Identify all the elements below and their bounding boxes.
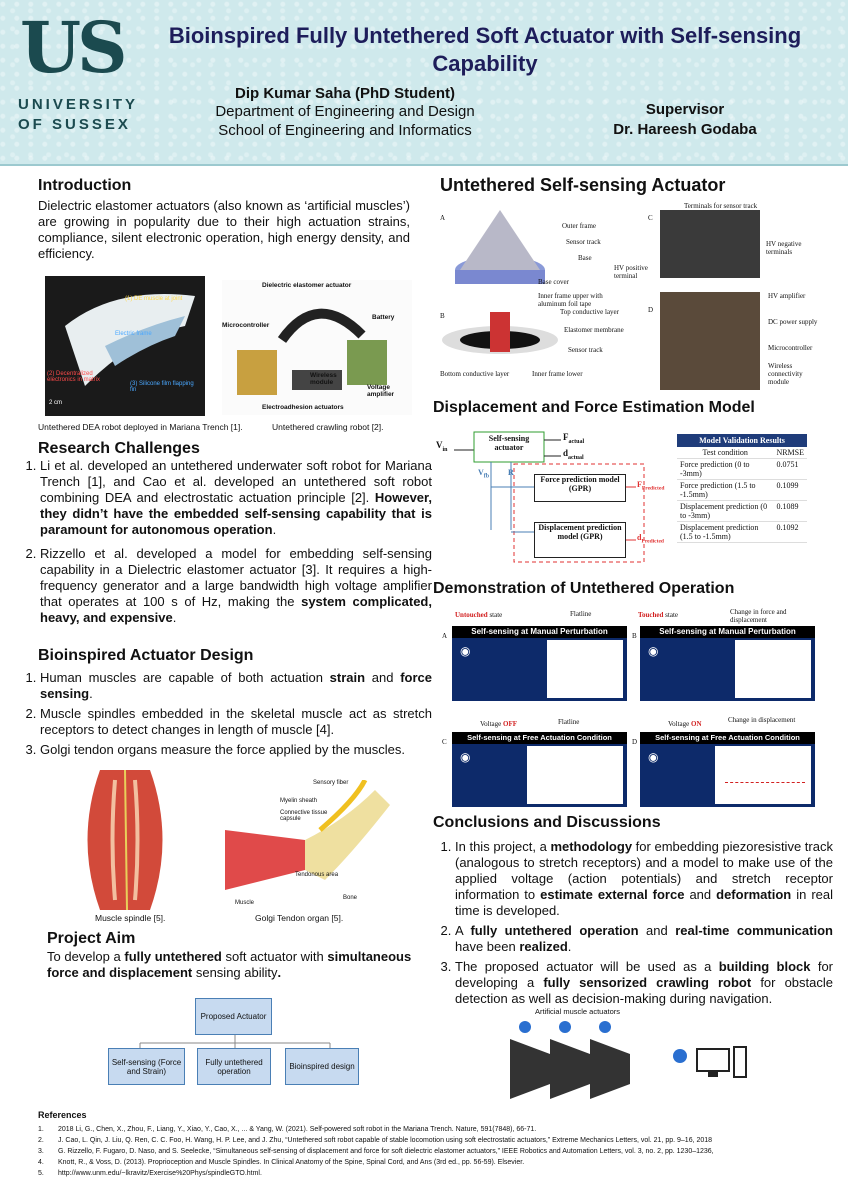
design-caption-1: Muscle spindle [5]. [95,913,166,923]
table-row: Displacement prediction (0 to -3mm) 0.1089 [677,501,807,522]
design-1-bold-a: strain [329,670,366,685]
diagram-a-label-4: Base cover [538,278,569,286]
demo-panel-b [640,626,815,701]
gto-label-3: Connective tissue capsule [280,810,328,822]
demo-a-note: Flatline [570,610,592,618]
dea-label-3: (2) Decentralized electronics in matrix [47,371,101,383]
aim-heading: Project Aim [47,930,136,947]
muscle-spindle-image [55,770,195,910]
list-item: 1. 2018 Li, G., Chen, X., Zhou, F., Liang, Y., Xiao, Y., Cao, X., ... & Yang, W. (2021). Self-powered soft robot in the Mariana Trench. Nature, 591(7848), 66-71. [38,1126,537,1133]
sensing-actuator-box: Self-sensing actuator [488,434,530,452]
author-name: Dip Kumar Saha (PhD Student) [234,85,455,102]
university-logo-letters: US [20,6,124,89]
conclusion-item-1: 1. In this project, a methodology for embedding piezoresistive track (analogous to stretch receptors) and a model to make use of the applied voltage (action potentials) and stretch receptor information to estimate external force and deformation in real time is developed. [455,839,833,919]
force-model-box: Force prediction model (GPR) [534,474,626,502]
design-caption-2: Golgi Tendon organ [5]. [255,913,344,923]
gto-label-4: Tendonous area [295,872,339,878]
wifi-icon: ◉ [460,644,471,658]
dea-label-2: Electric frame [115,331,152,337]
conclusions-list [433,839,833,1011]
design-1-text: Human muscles are capable of both actuation [40,670,323,685]
demo-panel-d [640,732,815,807]
demo-c-note: Flatline [558,718,580,726]
validation-col-2: NRMSE [773,447,807,459]
validation-col-1: Test condition [677,447,773,459]
challenge-item-2: 2. Rizzello et al. developed a model for embedding self-sensing capability in a Dielectric elastomer actuator [3]. It requires a high-frequency generator and a large bandwidth high voltage amplifier that operates at 100 s of Hz, making the system complicated, heavy, and expensive. [40,546,432,626]
diagram-a-label-2: Sensor track [566,238,601,246]
dea-robot-image [45,276,205,416]
diagram-c-label-1: Terminals for sensor track [684,202,758,210]
dea-scale-label: 2 cm [49,400,63,406]
logo-line-1: UNIVERSITY [18,96,139,113]
demo-a-letter: A [442,632,448,640]
challenges-heading: Research Challenges [38,440,200,457]
list-item: 5. http://www.unm.edu/~lkravitz/Exercise%20Phys/spindleGTO.html. [38,1170,262,1177]
demo-panel-c [452,732,627,807]
model-flow-diagram [436,422,665,567]
poster-header [0,0,848,166]
photo-c [660,210,760,278]
design-list [18,670,432,762]
supervisor-name: Dr. Hareesh Godaba [613,121,757,138]
demo-d-plot [715,746,811,804]
vin-label: $V_{in}$ [436,440,448,453]
model-heading: Displacement and Force Estimation Model [433,399,755,416]
golgi-tendon-image [225,780,400,910]
displacement-model-box: Displacement prediction model (GPR) [534,522,626,558]
crawl-label-6: Electroadhesion actuators [262,404,344,411]
conclusion-item-2: 2. A fully untethered operation and real-time communication have been realized. [455,923,833,955]
gto-label-2: Myelin sheath [280,798,318,804]
aim-t2: soft actuator with [225,949,324,964]
demo-a-state: Untouched state [455,611,503,619]
challenge-item-1: 1. Li et al. developed an untethered underwater soft robot for Mariana Trench [1], and Cao et al. developed an untethered soft robot combining DEA and electrostatic actuation principle [2]. However, they didn’t have the embedded self-sensing capability that is paramount for autonomous operation. [40,458,432,538]
demo-c-plot [527,746,623,804]
demo-d-letter: D [632,738,638,746]
aim-child-3: Bioinspired design [285,1048,359,1085]
actuator-exploded-diagram [440,200,650,390]
demo-b-state: Touched state [638,611,678,619]
aim-b2: simultaneous force and displacement [47,949,412,980]
diagram-b-label-6: Inner frame lower [532,370,583,378]
intro-text: Dielectric elastomer actuators (also known as ‘artificial muscles’) are growing in popularity due to their high actuation strains, compliance, silent electronic operation, high energy density, and efficiency. [38,198,410,261]
demo-b-banner: Self-sensing at Manual Perturbation [640,626,815,638]
demo-heading: Demonstration of Untethered Operation [433,580,735,597]
gto-label-5: Muscle [235,900,255,906]
diagram-d-letter: D [648,306,654,314]
design-item-3: 3. Golgi tendon organs measure the force applied by the muscles. [40,742,432,758]
diagram-b-label-3: Elastomer membrane [564,326,624,334]
wifi-icon: ◉ [648,644,659,658]
conclusions-heading: Conclusions and Discussions [433,814,661,831]
intro-caption-2: Untethered crawling robot [2]. [272,422,384,432]
aim-t1: To develop a [47,949,121,964]
gto-label-1: Sensory fiber [313,780,349,786]
future-figure-label: Artificial muscle actuators [535,1007,621,1016]
logo-line-2: OF SUSSEX [18,116,131,133]
diagram-d-label-4: Wireless connectivity module [768,362,803,386]
demo-d-note: Change in displacement [728,716,796,724]
dea-label-4: (3) Silicone film flapping fin [130,381,194,393]
crawl-label-2: Microcontroller [222,322,270,329]
supervisor-block [590,100,780,140]
diagram-b-label-1: Inner frame upper with aluminum foil tape [538,292,603,308]
intro-caption-1: Untethered DEA robot deployed in Mariana Trench [1]. [38,422,243,432]
diagram-a-letter: A [440,214,446,222]
demo-c-letter: C [442,738,447,746]
intro-heading: Introduction [38,177,132,194]
diagram-d-label-2: DC power supply [768,318,818,326]
table-row: Force prediction (1.5 to -1.5mm) 0.1099 [677,480,807,501]
vfb-label: $V_{fb}$ [478,468,490,480]
design-item-2: 2. Muscle spindles embedded in the skeletal muscle act as stretch receptors to detect changes in length of muscle [4]. [40,706,432,738]
diagram-c-label-3: HV positive terminal [614,264,648,280]
demo-a-plot [547,640,623,698]
demo-a-banner: Self-sensing at Manual Perturbation [452,626,627,638]
crawl-label-5: Voltage amplifier [367,384,395,398]
poster-title: Bioinspired Fully Untethered Soft Actuator with Self-sensing Capability [168,23,802,76]
aim-root-box: Proposed Actuator [195,998,272,1035]
crawl-label-1: Dielectric elastomer actuator [262,282,352,289]
list-item: 4. Knott, R., & Voss, D. (2013). Proprioception and Muscle Spindles. In Clinical Anatomy of the Spine, Spinal Cord, and Ans (3rd ed., pp. 56-59). Elsevier. [38,1159,525,1166]
d-actual-label: $d_{actual}$ [563,448,584,461]
dea-label-1: (1) DE muscle at joint [125,296,183,302]
diagram-d-label-3: Microcontroller [768,344,813,352]
list-item: 3. G. Rizzello, F. Fugaro, D. Naso, and S. Seelecke, “Simultaneous self-sensing of displacement and force for soft dielectric elastomer actuators,” IEEE Robotics and Automation Letters, vol. 3, no. 2, pp. 1230–1236, [38,1148,714,1155]
crawling-robot-image [222,280,412,415]
demo-d-banner: Self-sensing at Free Actuation Condition [640,732,815,744]
references-list [38,1124,828,1179]
challenge-1-bold: However, they didn’t have the embedded self-sensing capability that is paramount for autonomous operation [40,490,432,537]
validation-table-title: Model Validation Results [677,434,807,447]
photo-d [660,292,760,390]
crawl-label-4: Wireless module [310,372,337,386]
challenges-list [18,458,432,630]
challenge-1-text: Li et al. developed an untethered underwater soft robot for Mariana Trench [1], and Cao et al. developed an untethered soft robot combining DEA and electrostatic actuation principle [2]. [40,458,432,505]
gto-label-6: Bone [343,895,358,901]
demo-b-letter: B [632,632,637,640]
table-row: Displacement prediction (1.5 to -1.5mm) 0.1092 [677,522,807,543]
supervisor-label: Supervisor [645,101,725,118]
diagram-b-label-5: Bottom conductive layer [440,370,510,378]
demo-c-state: Voltage OFF [480,720,518,728]
actuator-chain-illustration [505,1019,765,1105]
diagram-c-letter: C [648,214,653,222]
references-heading: References [38,1110,87,1120]
design-1-and: and [371,670,394,685]
list-item: 2. J. Cao, L. Qin, J. Liu, Q. Ren, C. C. Foo, H. Wang, H. P. Lee, and J. Zhu, “Untethered soft robot capable of stable locomotion using soft electrostatic actuators,” Extreme Mechanics Letters, vol. 21, pp. 9–16, 2018 [38,1137,713,1144]
wifi-icon: ◉ [460,750,471,764]
demo-panels [440,608,830,808]
aim-child-1: Self-sensing (Force and Strain) [108,1048,185,1085]
demo-b-note: Change in force and displacement [730,608,787,624]
demo-b-plot [735,640,811,698]
muscle-spindle-illustration [55,770,195,910]
aim-text: To develop a fully untethered soft actuator with simultaneous force and displacement sensing ability. [47,949,412,980]
diagram-a-label-1: Outer frame [562,222,597,230]
design-1-bold-b: force sensing [40,670,432,701]
demo-panel-a [452,626,627,701]
design-item-1: 1. Human muscles are capable of both actuation strain and force sensing. [40,670,432,702]
aim-t3: sensing ability [195,965,278,980]
table-row: Force prediction (0 to -3mm) 0.0751 [677,459,807,480]
university-logo-text [18,95,138,135]
d-predicted-label: $d_{Predicted}$ [637,533,664,545]
author-school: School of Engineering and Informatics [218,122,472,139]
wifi-icon: ◉ [648,750,659,764]
challenge-2-bold: system complicated, heavy, and expensive [40,594,432,625]
demo-c-banner: Self-sensing at Free Actuation Condition [452,732,627,744]
validation-table [677,434,807,543]
diagram-d-label-1: HV amplifier [768,292,806,300]
challenge-2-text: Rizzello et al. developed a model for embedding self-sensing capability in a Dielectric elastomer actuator [3]. It requires a high-frequency generator and a large bandwidth high voltage amplifier that operates at 100 s of Hz, making the [40,546,432,609]
demo-d-change-line [725,782,805,784]
conclusion-item-3: 3. The proposed actuator will be used as a building block for developing a fully sensorized crawling robot for obstacle detection as well as decision-making during navigation. [455,959,833,1007]
crawl-label-3: Battery [372,314,395,321]
diagram-c-label-2: HV negative terminals [766,240,802,256]
actuator-heading: Untethered Self-sensing Actuator [440,175,726,195]
author-block [190,85,500,140]
diagram-a-label-3: Base [578,254,592,262]
f-actual-label: $F_{actual}$ [563,432,585,445]
demo-d-state: Voltage ON [668,720,702,728]
future-robot-figure [505,1005,765,1105]
diagram-b-label-2: Top conductive layer [560,308,619,316]
author-department: Department of Engineering and Design [215,103,475,120]
r-label: R [508,468,514,477]
aim-b1: fully untethered [124,949,222,964]
actuator-photo-panels [614,200,823,392]
diagram-b-label-4: Sensor track [568,346,603,354]
design-heading: Bioinspired Actuator Design [38,647,254,664]
f-predicted-label: $F_{Predicted}$ [637,480,665,492]
diagram-b-letter: B [440,312,445,320]
aim-child-2: Fully untethered operation [197,1048,271,1085]
